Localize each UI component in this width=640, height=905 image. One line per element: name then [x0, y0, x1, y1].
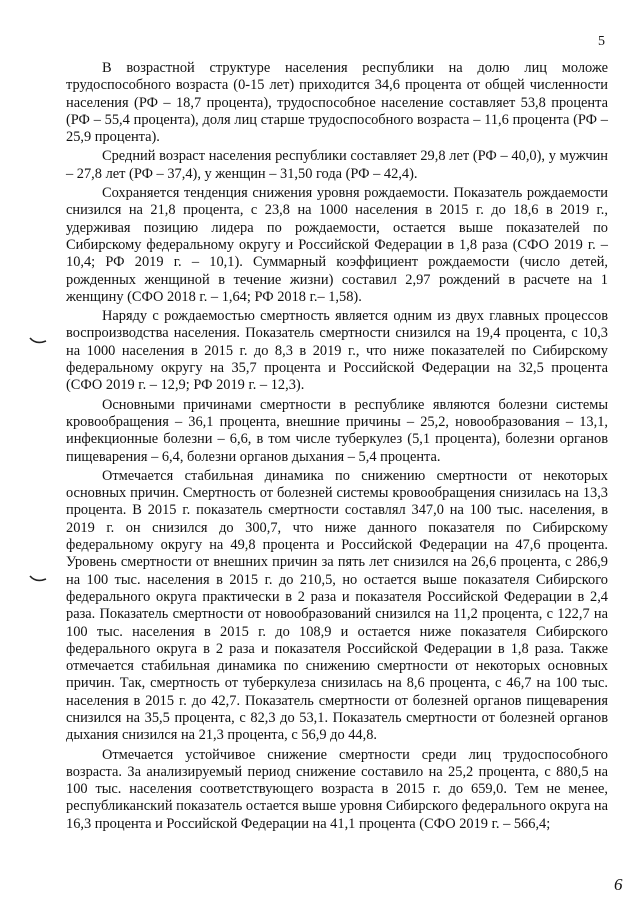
margin-mark: [28, 336, 48, 346]
paragraph-average-age: Средний возраст населения республики составляет 29,8 лет (РФ – 40,0), у мужчин – 27,8 лет (РФ – 37,4), у женщин – 31,50 года (РФ – 42,4).: [66, 148, 608, 182]
paragraph-causes-of-death: Основными причинами смертности в республике являются болезни системы кровообращения – 36,1 процента, внешние причины – 25,2, новообразования – 13,1, инфекционные болезни – 6,6, в том числе туберкулез (5,1 процента), болезни органов пищеварения – 6,4, болезни органов дыхания – 5,4 процента.: [66, 396, 608, 465]
corner-handwritten-number: 6: [614, 875, 623, 894]
body-text: [66, 60, 608, 835]
paragraph-age-structure: В возрастной структуре населения республики на долю лиц моложе трудоспособного возраста (0-15 лет) приходится 34,6 процента от общей численности населения (РФ – 18,7 процента), трудоспособное население составляет 53,8 процента (РФ – 55,4 процента), доля лиц старше трудоспособного возраста – 11,6 процента (РФ – 25,9 процента).: [66, 60, 608, 146]
paragraph-mortality: Наряду с рождаемостью смертность является одним из двух главных процессов воспроизводства населения. Показатель смертности снизился на 19,4 процента, с 10,3 на 1000 населения в 2015 г. до 8,3 в 2019 г., что ниже показателей по Сибирскому федеральному округу на 35,7 процента и Российской Федерации на 32,5 процента (СФО 2019 г. – 12,9; РФ 2019 г. – 12,3).: [66, 308, 608, 394]
paragraph-birth-rate: Сохраняется тенденция снижения уровня рождаемости. Показатель рождаемости снизился на 21,8 процента, с 23,8 на 1000 населения в 2015 г. до 18,6 в 2019 г., удерживая позицию лидера по рождаемости, остается выше показателей по Сибирскому федеральному округу и Российской Федерации в 1,8 раза (СФО 2019 г. – 10,4; РФ 2019 г. – 10,1). Суммарный коэффициент рождаемости (число детей, рожденных женщиной в течение жизни) составил 2,97 рождений в расчете на 1 женщину (СФО 2018 г. – 1,64; РФ 2018 г.– 1,58).: [66, 185, 608, 305]
paragraph-mortality-dynamics: Отмечается стабильная динамика по снижению смертности от некоторых основных причин. Смертность от болезней системы кровообращения снизилась на 13,3 процента. В 2015 г. показатель смертности составлял 347,0 на 100 тыс. населения, в 2019 г. он снизился до 300,7, что ниже данного показателя по Сибирскому федеральному округу на 49,8 процента и Российской Федерации на 47,6 процента. Уровень смертности от внешних причин за пять лет снизился на 26,6 процента, с 286,9 на 100 тыс. населения в 2015 г. до 210,5, но остается выше показателя Сибирского федерального округа практически в 2 раза и показателя Российской Федерации в 2,4 раза. Показатель смертности от новообразований снизился на 11,2 процента, с 122,7 на 100 тыс. населения в 2015 г. до 108,9 и остается ниже показателя Сибирского федерального округа в 2 раза и показателя Российской Федерации в 1,8 раза. Также отмечается стабильная динамика по снижению смертности от некоторых основных причин. Так, смертность от туберкулеза снизилась на 8,6 процента, с 46,7 на 100 тыс. населения в 2015 г. до 42,7. Показатель смертности от болезней органов пищеварения снизился на 35,5 процента, с 82,3 до 53,1. Показатель смертности от болезней органов дыхания снизился на 21,3 процента, с 56,9 до 44,8.: [66, 467, 608, 744]
margin-mark: [28, 574, 48, 584]
page-number: 5: [598, 34, 605, 49]
paragraph-working-age-mortality: Отмечается устойчивое снижение смертности среди лиц трудоспособного возраста. За анализируемый период снижение составило на 25,2 процента, с 880,5 на 100 тыс. населения соответствующего возраста в 2015 г. до 659,0. Тем не менее, республиканский показатель остается выше уровня Сибирского федерального округа на 16,3 процента и Российской Федерации на 41,1 процента (СФО 2019 г. – 566,4;: [66, 746, 608, 832]
